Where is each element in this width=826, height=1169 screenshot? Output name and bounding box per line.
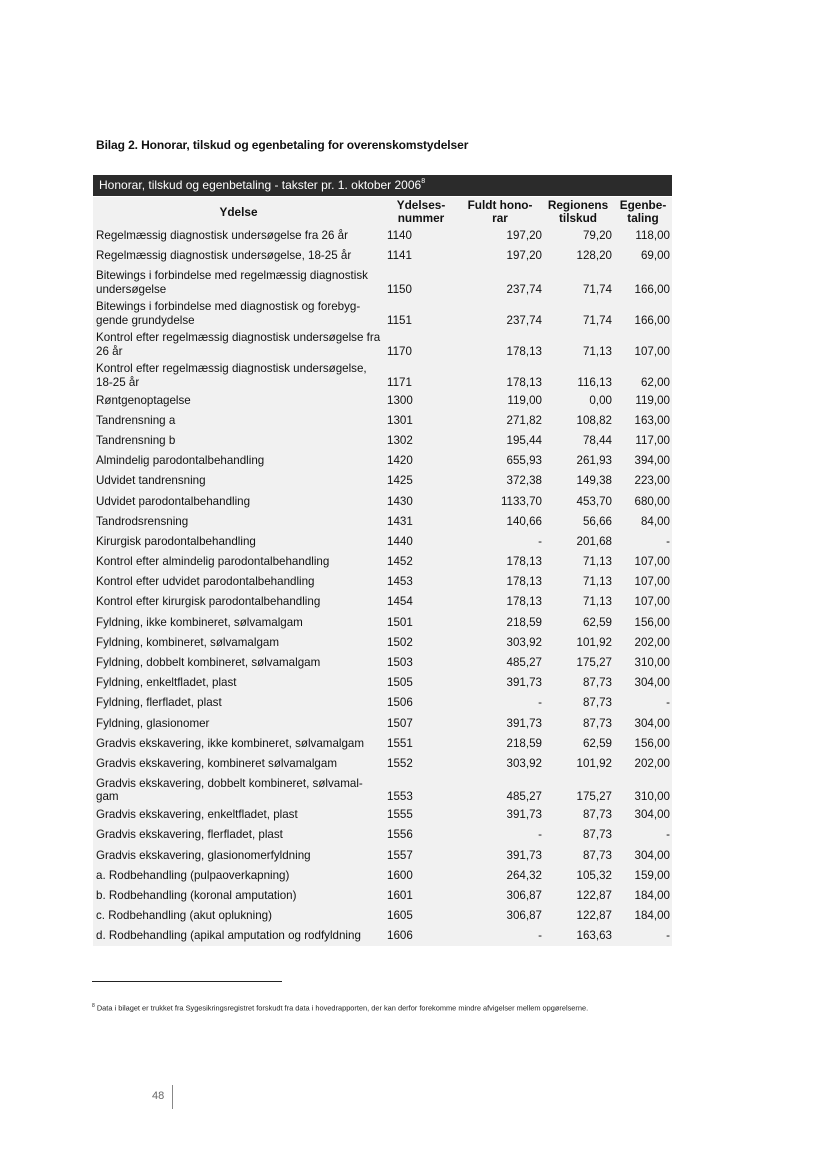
cell-ydelse: Tandrodsrensning: [96, 514, 189, 528]
cell-egenbetaling: 107,00: [634, 575, 670, 589]
cell-regionens-tilskud: 105,32: [576, 868, 612, 882]
cell-ydelse: Udvidet parodontalbehandling: [96, 494, 251, 508]
cell-fuldt-honorar: 485,27: [506, 656, 542, 669]
table-row: [93, 734, 672, 754]
page-number: 48: [152, 1090, 165, 1102]
cell-regionens-tilskud: 0,00: [589, 393, 612, 407]
cell-nummer: 1454: [387, 595, 413, 609]
cell-regionens-tilskud: 62,59: [582, 615, 612, 629]
cell-regionens-tilskud: 122,87: [576, 888, 612, 902]
cell-egenbetaling: 159,00: [634, 868, 670, 882]
cell-ydelse: Gradvis ekskavering, kombineret sølvamalgam: [96, 756, 337, 770]
cell-nummer: 1505: [387, 676, 413, 690]
cell-fuldt-honorar: -: [538, 534, 542, 548]
cell-nummer: 1452: [387, 555, 413, 569]
cell-regionens-tilskud: 101,92: [576, 635, 612, 649]
cell-egenbetaling: -: [666, 929, 670, 943]
cell-nummer: 1440: [387, 534, 413, 548]
cell-nummer: 1501: [387, 615, 413, 629]
table-row: [93, 328, 672, 359]
table-row: [93, 612, 672, 632]
cell-regionens-tilskud: 71,13: [582, 555, 612, 569]
table-row: [93, 754, 672, 774]
cell-regionens-tilskud: 149,38: [576, 474, 612, 488]
table-row: [93, 592, 672, 612]
cell-fuldt-honorar: 391,73: [506, 716, 542, 730]
cell-ydelse: Gradvis ekskavering, ikke kombineret, sølvamalgam: [96, 736, 365, 750]
cell-ydelse: Fyldning, flerfladet, plast: [96, 696, 222, 710]
table-row: [93, 713, 672, 733]
table-row: [93, 411, 672, 431]
table-row: [93, 431, 672, 451]
cell-egenbetaling: -: [666, 534, 670, 548]
table-row: [93, 572, 672, 592]
page-number-divider: [172, 1085, 173, 1109]
cell-fuldt-honorar: 197,20: [506, 249, 542, 263]
cell-fuldt-honorar: 391,73: [506, 808, 542, 822]
cell-nummer: 1552: [387, 756, 413, 770]
cell-fuldt-honorar: 655,93: [506, 454, 542, 468]
cell-regionens-tilskud: 71,13: [582, 595, 612, 609]
cell-regionens-tilskud: 71,74: [582, 282, 612, 296]
cell-ydelse: Tandrensning a: [96, 413, 176, 427]
footnote-mark: 8: [92, 1003, 95, 1009]
cell-ydelse: Almindelig parodontalbehandling: [96, 454, 265, 468]
table-row: [93, 926, 672, 946]
table-row: [93, 633, 672, 653]
cell-egenbetaling: 184,00: [634, 888, 670, 902]
cell-regionens-tilskud: 261,93: [576, 454, 612, 468]
cell-nummer: 1151: [387, 313, 412, 327]
cell-regionens-tilskud: 122,87: [576, 909, 612, 923]
table-row: [93, 226, 672, 246]
cell-nummer: 1600: [387, 868, 413, 882]
cell-nummer: 1301: [387, 413, 413, 427]
table-row: [93, 246, 672, 266]
cell-egenbetaling: 156,00: [634, 736, 670, 750]
cell-regionens-tilskud: 108,82: [576, 413, 612, 427]
cell-egenbetaling: -: [666, 696, 670, 710]
table-row: [93, 552, 672, 572]
banner-text: Honorar, tilskud og egenbetaling - takster pr. 1. oktober 2006: [99, 178, 422, 192]
table-row: [93, 451, 672, 471]
table-row: [93, 653, 672, 673]
cell-nummer: 1141: [387, 249, 412, 263]
cell-regionens-tilskud: 128,20: [576, 249, 612, 263]
table-row: [93, 471, 672, 491]
cell-ydelse: Bitewings i forbindelse med regelmæssig diagnostisk undersøgelse: [96, 269, 368, 296]
cell-egenbetaling: 156,00: [634, 615, 670, 629]
cell-regionens-tilskud: 87,73: [582, 716, 612, 730]
table-row: [93, 359, 672, 390]
cell-fuldt-honorar: 178,13: [506, 555, 542, 569]
cell-egenbetaling: 394,00: [634, 454, 670, 468]
cell-ydelse: Tandrensning b: [96, 433, 176, 447]
cell-fuldt-honorar: 218,59: [506, 615, 542, 629]
cell-fuldt-honorar: 271,82: [506, 413, 542, 427]
cell-regionens-tilskud: 71,13: [582, 344, 612, 358]
cell-fuldt-honorar: 391,73: [506, 676, 542, 690]
cell-nummer: 1555: [387, 808, 413, 822]
tariff-table: [93, 197, 672, 946]
col-header-regionens-tilskud: Regionens tilskud: [547, 198, 609, 225]
cell-nummer: 1506: [387, 696, 413, 710]
cell-fuldt-honorar: 237,74: [506, 282, 542, 296]
col-header-ydelse: Ydelse: [219, 204, 258, 219]
cell-nummer: 1556: [387, 828, 413, 842]
cell-fuldt-honorar: -: [538, 696, 542, 710]
cell-regionens-tilskud: 78,44: [582, 433, 612, 447]
cell-regionens-tilskud: 101,92: [576, 756, 612, 770]
cell-nummer: 1551: [387, 736, 413, 750]
cell-regionens-tilskud: 87,73: [582, 696, 612, 710]
cell-fuldt-honorar: 1133,70: [500, 494, 542, 508]
cell-ydelse: d. Rodbehandling (apikal amputation og rodfyldning: [96, 929, 361, 943]
cell-fuldt-honorar: 306,87: [506, 909, 542, 923]
cell-ydelse: Fyldning, enkeltfladet, plast: [96, 676, 237, 690]
cell-regionens-tilskud: 71,13: [582, 575, 612, 589]
cell-fuldt-honorar: 140,66: [506, 514, 542, 528]
cell-regionens-tilskud: 56,66: [582, 514, 612, 528]
cell-egenbetaling: 107,00: [634, 595, 670, 609]
cell-fuldt-honorar: 237,74: [506, 313, 542, 327]
cell-fuldt-honorar: 178,13: [506, 375, 542, 389]
cell-ydelse: Gradvis ekskavering, dobbelt kombineret, sølvamal-gam: [96, 776, 363, 804]
cell-egenbetaling: 680,00: [634, 494, 670, 508]
cell-regionens-tilskud: 62,59: [582, 736, 612, 750]
table-row: [93, 906, 672, 926]
cell-ydelse: Gradvis ekskavering, flerfladet, plast: [96, 828, 283, 842]
table-row: [93, 693, 672, 713]
cell-nummer: 1606: [387, 929, 413, 943]
cell-egenbetaling: 117,00: [635, 433, 670, 447]
col-header-egenbetaling: Egenbe- taling: [619, 198, 667, 225]
cell-ydelse: c. Rodbehandling (akut oplukning): [96, 909, 272, 923]
cell-egenbetaling: 310,00: [634, 656, 670, 669]
cell-nummer: 1300: [387, 393, 413, 407]
cell-ydelse: Røntgenoptagelse: [96, 393, 191, 407]
cell-egenbetaling: 223,00: [634, 474, 670, 488]
table-row: [93, 491, 672, 511]
cell-fuldt-honorar: -: [538, 828, 542, 842]
cell-nummer: 1302: [387, 433, 413, 447]
cell-ydelse: Kirurgisk parodontalbehandling: [96, 534, 256, 548]
cell-egenbetaling: 84,00: [640, 514, 670, 528]
cell-egenbetaling: 304,00: [634, 848, 670, 862]
cell-egenbetaling: 118,00: [635, 229, 670, 243]
cell-egenbetaling: 107,00: [634, 344, 670, 358]
cell-egenbetaling: 62,00: [640, 375, 670, 389]
table-row: [93, 866, 672, 886]
cell-ydelse: Regelmæssig diagnostisk undersøgelse fra 26 år: [96, 229, 348, 243]
cell-fuldt-honorar: 197,20: [506, 229, 542, 243]
table-row: [93, 886, 672, 906]
cell-nummer: 1601: [387, 888, 413, 902]
page-title: Bilag 2. Honorar, tilskud og egenbetaling for overenskomstydelser: [96, 138, 469, 152]
cell-egenbetaling: 202,00: [634, 756, 670, 770]
cell-nummer: 1140: [387, 229, 412, 243]
cell-ydelse: Udvidet tandrensning: [96, 474, 206, 488]
cell-fuldt-honorar: 391,73: [506, 848, 542, 862]
table-row: [93, 774, 672, 805]
cell-regionens-tilskud: 453,70: [576, 494, 612, 508]
cell-fuldt-honorar: 178,13: [506, 575, 542, 589]
cell-fuldt-honorar: 306,87: [506, 888, 542, 902]
cell-regionens-tilskud: 175,27: [576, 790, 612, 804]
cell-ydelse: Kontrol efter regelmæssig diagnostisk undersøgelse fra 26 år: [96, 331, 381, 358]
table-banner: [93, 175, 672, 196]
cell-egenbetaling: 119,00: [635, 393, 670, 407]
cell-ydelse: Fyldning, dobbelt kombineret, sølvamalgam: [96, 656, 321, 669]
cell-nummer: 1502: [387, 635, 413, 649]
cell-nummer: 1171: [387, 375, 412, 389]
cell-regionens-tilskud: 87,73: [582, 828, 612, 842]
table-row: [93, 390, 672, 410]
cell-regionens-tilskud: 201,68: [576, 534, 612, 548]
cell-nummer: 1605: [387, 909, 413, 923]
cell-ydelse: Gradvis ekskavering, glasionomerfyldning: [96, 848, 311, 862]
cell-fuldt-honorar: 178,13: [506, 595, 542, 609]
table-row: [93, 673, 672, 693]
cell-egenbetaling: 304,00: [634, 676, 670, 690]
cell-egenbetaling: 310,00: [634, 790, 670, 804]
cell-fuldt-honorar: 303,92: [506, 756, 542, 770]
cell-nummer: 1453: [387, 575, 413, 589]
cell-egenbetaling: -: [666, 828, 670, 842]
table-row: [93, 825, 672, 845]
footnote-rule: [92, 981, 282, 982]
cell-ydelse: Fyldning, ikke kombineret, sølvamalgam: [96, 615, 303, 629]
cell-fuldt-honorar: 485,27: [506, 790, 542, 804]
cell-nummer: 1430: [387, 494, 413, 508]
cell-ydelse: Kontrol efter regelmæssig diagnostisk undersøgelse, 18-25 år: [96, 362, 367, 389]
table-row: [93, 266, 672, 297]
cell-egenbetaling: 166,00: [634, 313, 670, 327]
col-header-fuldt-honorar: Fuldt hono- rar: [467, 198, 533, 225]
table-header-row: [93, 197, 672, 226]
cell-egenbetaling: 163,00: [634, 413, 670, 427]
col-header-nummer: Ydelses- nummer: [396, 198, 446, 225]
cell-fuldt-honorar: 218,59: [506, 736, 542, 750]
cell-regionens-tilskud: 116,13: [577, 375, 612, 389]
cell-regionens-tilskud: 175,27: [576, 656, 612, 669]
cell-fuldt-honorar: 119,00: [507, 393, 542, 407]
cell-nummer: 1503: [387, 656, 413, 669]
footnote: [92, 996, 672, 1018]
cell-egenbetaling: 304,00: [634, 716, 670, 730]
cell-fuldt-honorar: 264,32: [506, 868, 542, 882]
cell-nummer: 1553: [387, 790, 413, 804]
cell-egenbetaling: 202,00: [634, 635, 670, 649]
cell-ydelse: Fyldning, glasionomer: [96, 716, 210, 730]
cell-fuldt-honorar: 372,38: [506, 474, 542, 488]
cell-regionens-tilskud: 87,73: [582, 676, 612, 690]
cell-nummer: 1507: [387, 716, 413, 730]
cell-regionens-tilskud: 79,20: [582, 229, 612, 243]
cell-ydelse: Kontrol efter udvidet parodontalbehandling: [96, 575, 315, 589]
cell-egenbetaling: 69,00: [640, 249, 670, 263]
cell-regionens-tilskud: 163,63: [576, 929, 612, 943]
table-body: [93, 226, 672, 946]
cell-ydelse: b. Rodbehandling (koronal amputation): [96, 888, 297, 902]
table-row: [93, 297, 672, 328]
cell-fuldt-honorar: 178,13: [506, 344, 542, 358]
cell-nummer: 1431: [387, 514, 413, 528]
table-row: [93, 805, 672, 825]
cell-regionens-tilskud: 87,73: [582, 848, 612, 862]
cell-fuldt-honorar: 195,44: [506, 433, 542, 447]
cell-egenbetaling: 304,00: [634, 808, 670, 822]
cell-nummer: 1557: [387, 848, 413, 862]
cell-fuldt-honorar: -: [538, 929, 542, 943]
cell-egenbetaling: 107,00: [634, 555, 670, 569]
cell-nummer: 1425: [387, 474, 413, 488]
cell-egenbetaling: 166,00: [634, 282, 670, 296]
cell-ydelse: Kontrol efter almindelig parodontalbehandling: [96, 555, 330, 569]
cell-ydelse: Kontrol efter kirurgisk parodontalbehandling: [96, 595, 321, 609]
cell-ydelse: Gradvis ekskavering, enkeltfladet, plast: [96, 808, 298, 822]
cell-nummer: 1150: [387, 282, 412, 296]
cell-fuldt-honorar: 303,92: [506, 635, 542, 649]
table-row: [93, 512, 672, 532]
cell-ydelse: Fyldning, kombineret, sølvamalgam: [96, 635, 279, 649]
cell-ydelse: Bitewings i forbindelse med diagnostisk og forebyg-gende grundydelse: [96, 300, 361, 327]
table-row: [93, 532, 672, 552]
banner-footnote-mark: 8: [421, 178, 426, 185]
footnote-text: Data i bilaget er trukket fra Sygesikringsregistret forskudt fra data i hovedrapporten, der kan derfor forekomme mindre afvigelser mellem opgørelserne.: [96, 1003, 589, 1013]
cell-ydelse: a. Rodbehandling (pulpaoverkapning): [96, 868, 290, 882]
cell-regionens-tilskud: 87,73: [582, 808, 612, 822]
cell-nummer: 1420: [387, 454, 413, 468]
cell-egenbetaling: 184,00: [634, 909, 670, 923]
cell-regionens-tilskud: 71,74: [582, 313, 612, 327]
cell-nummer: 1170: [387, 344, 412, 358]
table-row: [93, 845, 672, 865]
cell-ydelse: Regelmæssig diagnostisk undersøgelse, 18-25 år: [96, 249, 352, 263]
